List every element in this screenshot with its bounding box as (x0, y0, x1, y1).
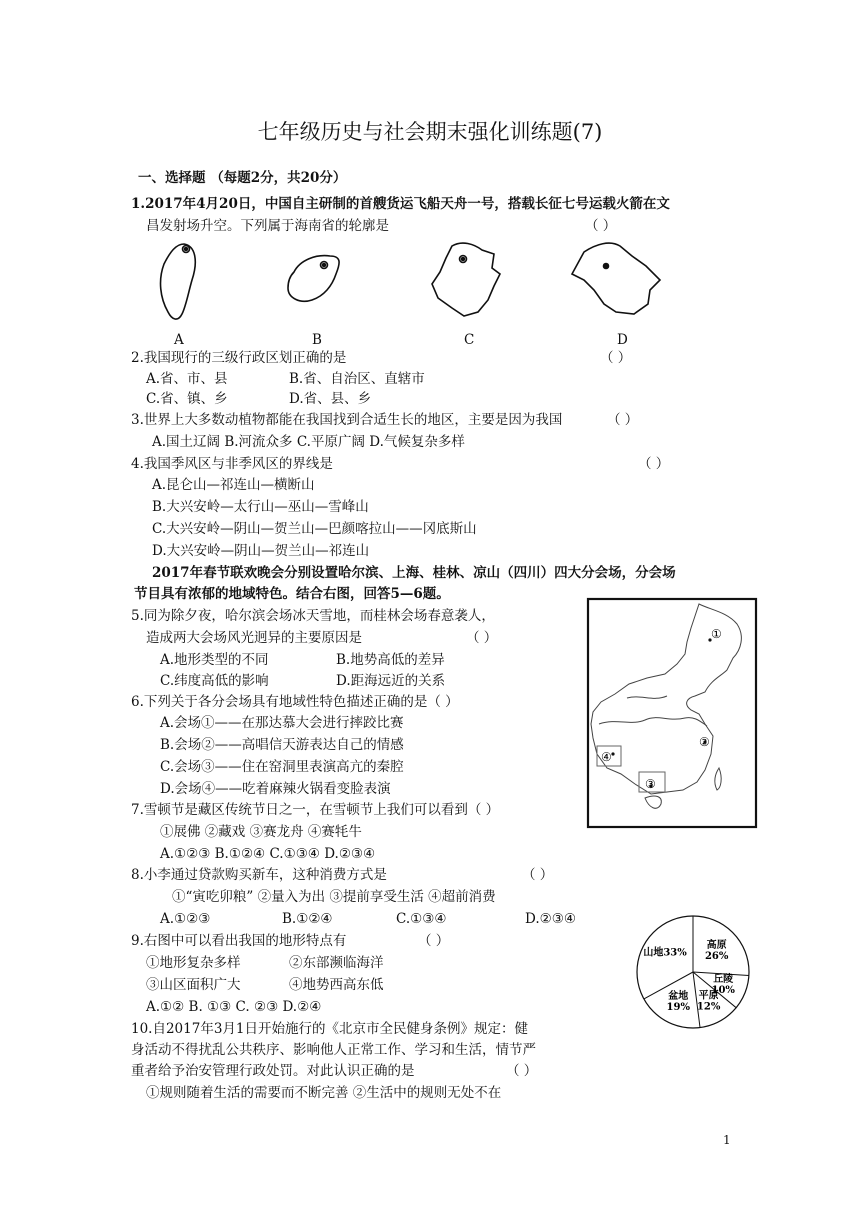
q5-stem-line2: 造成两大会场风光迥异的主要原因是 (146, 630, 362, 646)
page-title: 七年级历史与社会期末强化训练题(7) (257, 120, 603, 144)
province-outlines (0, 232, 860, 352)
q5-answer-paren: （ ） (466, 630, 498, 646)
q9-item-3: ③山区面积广大 (146, 977, 241, 993)
q1-stem-line2: 昌发射场升空。下列属于海南省的轮廓是 (146, 218, 389, 234)
venue-marker-2: ② (699, 735, 710, 749)
q1-label-d: D (617, 332, 628, 348)
q9-item-2: ②东部濒临海洋 (289, 955, 384, 971)
pie-label-2: 丘陵 10% (711, 973, 735, 996)
q6-option-c: C.会场③——住在窑洞里表演高亢的秦腔 (160, 759, 404, 775)
q2-answer-paren: （ ） (600, 350, 632, 366)
q4-answer-paren: （ ） (638, 456, 670, 472)
q1-answer-paren: （ ） (585, 218, 617, 234)
q1-label-a: A (174, 332, 184, 348)
q2-option-d: D.省、县、乡 (289, 391, 372, 407)
outline-b-hainan (288, 256, 339, 302)
q6-option-b: B.会场②——高唱信天游表达自己的情感 (160, 737, 404, 753)
q10-answer-paren: （ ） (506, 1063, 538, 1079)
q8-option-b: B.①②④ (282, 911, 333, 927)
q9-stem: 9.右图中可以看出我国的地形特点有 (131, 933, 347, 949)
q8-option-d: D.②③④ (525, 911, 576, 927)
pie-label-4: 盆地 19% (666, 990, 690, 1013)
q1-label-c: C (464, 332, 475, 348)
outline-c-zhejiang (432, 243, 500, 316)
q6-option-a: A.会场①——在那达慕大会进行摔跤比赛 (160, 715, 404, 731)
q2-option-b: B.省、自治区、直辖市 (289, 371, 425, 387)
passage-line2: 节目具有浓郁的地域特色。结合右图，回答5—6题。 (134, 586, 450, 602)
q8-option-c: C.①③④ (396, 911, 447, 927)
q5-option-b: B.地势高低的差异 (336, 652, 445, 668)
q10-stem-line1: 10.自2017年3月1日开始施行的《北京市全民健身条例》规定：健 (131, 1021, 529, 1037)
venue-marker-3: ③ (645, 777, 656, 791)
q10-items: ①规则随着生活的需要而不断完善 ②生活中的规则无处不在 (146, 1085, 502, 1101)
q9-answer-paren: （ ） (418, 933, 450, 949)
q4-option-c: C.大兴安岭—阴山—贺兰山—巴颜喀拉山——冈底斯山 (152, 521, 477, 537)
q7-options: A.①②③ B.①②④ C.①③④ D.②③④ (160, 846, 376, 862)
q2-option-c: C.省、镇、乡 (146, 391, 228, 407)
q4-option-b: B.大兴安岭—太行山—巫山—雪峰山 (152, 499, 369, 515)
q5-stem-line1: 5.同为除夕夜，哈尔滨会场冰天雪地，而桂林会场春意袭人， (131, 608, 495, 624)
q5-option-d: D.距海远近的关系 (336, 673, 446, 689)
outline-d-henan (572, 243, 660, 314)
q10-stem-line3: 重者给予治安管理行政处罚。对此认识正确的是 (131, 1063, 415, 1079)
venue-marker-4: ④ (601, 750, 612, 764)
q6-stem: 6.下列关于各分会场具有地域性特色描述正确的是（ ） (131, 694, 459, 710)
q8-option-a: A.①②③ (160, 911, 211, 927)
q9-item-1: ①地形复杂多样 (146, 955, 241, 971)
q1-stem-line1: 1.2017年4月20日，中国自主研制的首艘货运飞船天舟一号，搭载长征七号运载火箭在文 (131, 196, 670, 212)
q5-option-a: A.地形类型的不同 (160, 652, 269, 668)
q3-options: A.国土辽阔 B.河流众多 C.平原广阔 D.气候复杂多样 (152, 434, 465, 450)
terrain-pie-chart (633, 912, 753, 1032)
q4-stem: 4.我国季风区与非季风区的界线是 (131, 456, 333, 472)
passage-line1: 2017年春节联欢晚会分别设置哈尔滨、上海、桂林、凉山（四川）四大分会场，分会场 (152, 565, 676, 581)
q2-option-a: A.省、市、县 (146, 371, 228, 387)
q7-stem: 7.雪顿节是藏区传统节日之一，在雪顿节上我们可以看到（ ） (131, 802, 500, 818)
pie-label-1: 高原 26% (704, 939, 729, 962)
venue-marker-1: ① (711, 627, 722, 641)
q4-option-d: D.大兴安岭—阴山—贺兰山—祁连山 (152, 543, 370, 559)
q3-stem: 3.世界上大多数动植物都能在我国找到合适生长的地区，主要是因为我国 (131, 412, 563, 428)
q5-option-c: C.纬度高低的影响 (160, 673, 269, 689)
q4-option-a: A.昆仑山—祁连山—横断山 (152, 477, 315, 493)
pie-label-0: 山地33% (643, 947, 687, 959)
q9-item-4: ④地势西高东低 (289, 977, 384, 993)
q8-items: ①“寅吃卯粮” ②量入为出 ③提前享受生活 ④超前消费 (172, 889, 496, 905)
q7-items: ①展佛 ②藏戏 ③赛龙舟 ④赛牦牛 (160, 824, 362, 840)
q6-option-d: D.会场④——吃着麻辣火锅看变脸表演 (160, 781, 391, 797)
q2-stem: 2.我国现行的三级行政区划正确的是 (131, 350, 347, 366)
pie-label-3: 平原 12% (696, 990, 721, 1013)
q8-stem: 8.小李通过贷款购买新车，这种消费方式是 (131, 867, 387, 883)
section-heading: 一、选择题 （每题2分，共20分） (138, 170, 347, 186)
outline-a-taiwan (161, 244, 196, 319)
q9-options: A.①② B. ①③ C. ②③ D.②④ (146, 999, 322, 1015)
q1-label-b: B (312, 332, 322, 348)
page-number: 1 (723, 1133, 731, 1147)
q3-answer-paren: （ ） (607, 412, 639, 428)
china-map (587, 598, 757, 828)
q8-answer-paren: （ ） (522, 867, 554, 883)
q10-stem-line2: 身活动不得扰乱公共秩序、影响他人正常工作、学习和生活，情节严 (131, 1042, 536, 1058)
